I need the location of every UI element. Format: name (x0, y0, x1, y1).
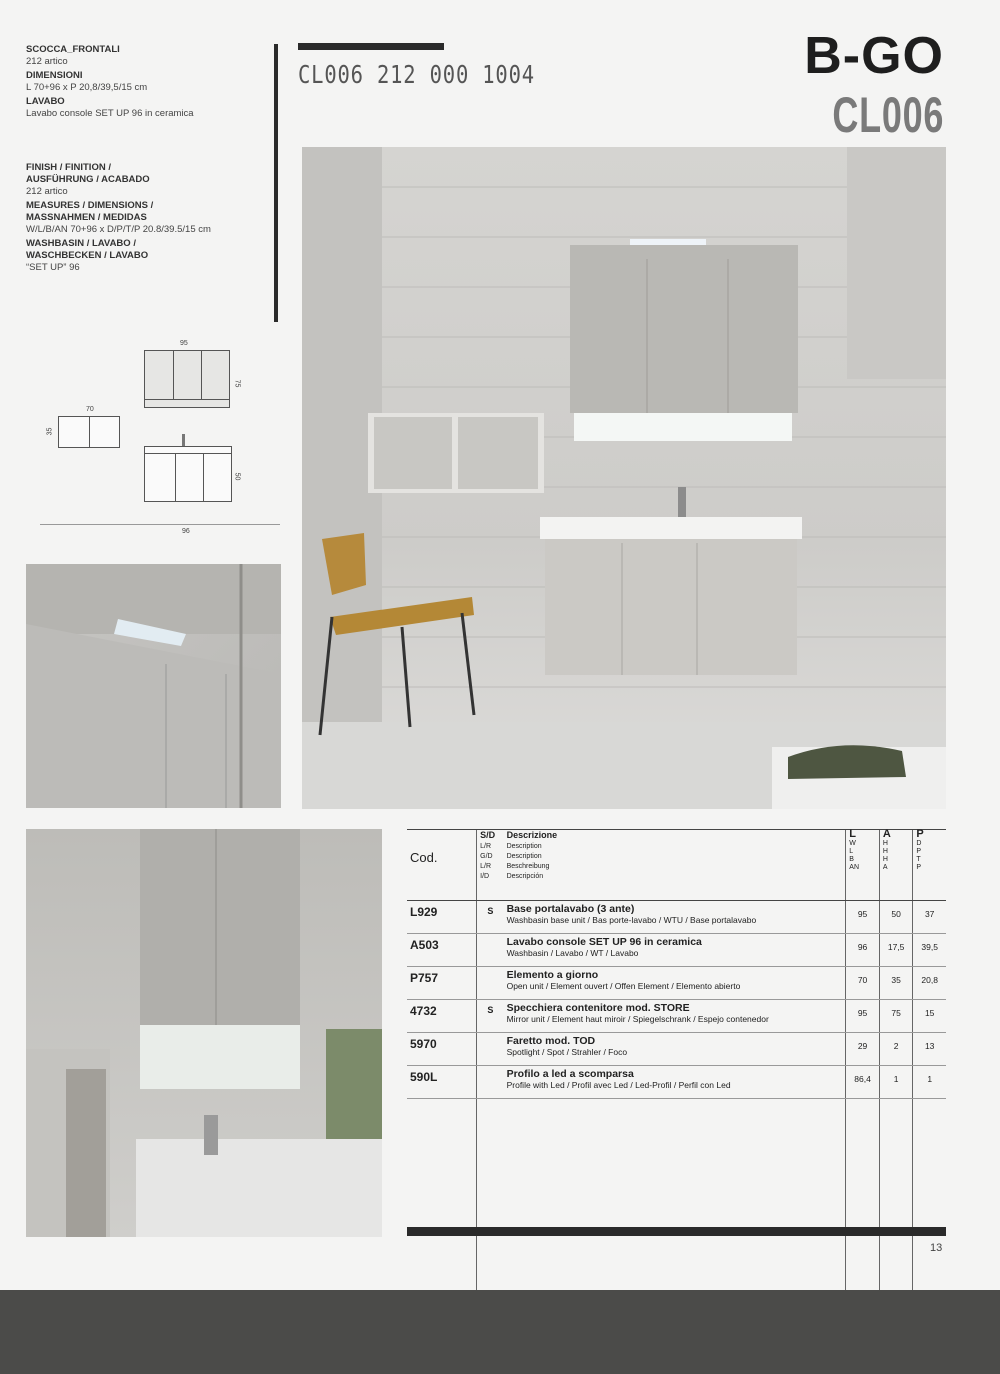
table-row: 5970 Faretto mod. TOD Spotlight / Spot / Strahler / Foco 29 2 13 (407, 1033, 946, 1066)
mirror-light-detail-photo (26, 564, 281, 808)
table-filler-row (407, 1099, 946, 1292)
open-unit-drawing (58, 416, 120, 448)
faucet-drawing (182, 434, 185, 446)
header-bar (298, 43, 444, 50)
product-table (407, 829, 946, 1291)
main-bathroom-photo (302, 147, 946, 809)
finish-label-1: FINISH / FINITION / (26, 162, 111, 173)
col-code-header: Cod. (407, 830, 477, 901)
measures-label-2: MASSNAHMEN / MEDIDAS (26, 212, 147, 223)
dimensioni-label: DIMENSIONI (26, 70, 83, 81)
washbasin-value: “SET UP” 96 (26, 262, 80, 273)
measures-label-1: MEASURES / DIMENSIONS / (26, 200, 154, 211)
finish-value: 212 artico (26, 186, 68, 197)
washbasin-label-2: WASCHBECKEN / LAVABO (26, 250, 149, 261)
base-width-dim: 96 (182, 528, 190, 535)
table-row: P757 Elemento a giorno Open unit / Element ouvert / Offen Element / Elemento abierto 70 35 20,8 (407, 967, 946, 1000)
base-unit-drawing (144, 446, 232, 502)
table-row: 4732 S Specchiera contenitore mod. STORE Mirror unit / Element haut miroir / Spiegelschrank / Espejo contenedor 95 75 15 (407, 1000, 946, 1033)
col-desc-header: Descrizione Description Description Beschreibung Descripción (504, 830, 846, 901)
col-a-header: A H H H A (879, 830, 913, 901)
washbasin-detail-photo (26, 829, 382, 1237)
open-unit-depth-dim: 35 (46, 427, 54, 436)
finish-label-2: AUSFÜHRUNG / ACABADO (26, 174, 150, 185)
scocca-label: SCOCCA_FRONTALI (26, 44, 120, 55)
page-number: 13 (930, 1242, 943, 1254)
col-l-header: L W L B AN (846, 830, 880, 901)
spec-block (26, 44, 266, 276)
footer-bar (407, 1227, 946, 1236)
lavabo-value: Lavabo console SET UP 96 in ceramica (26, 108, 194, 119)
vertical-rule (274, 44, 278, 322)
measures-value: W/L/B/AN 70+96 x D/P/T/P 20.8/39.5/15 cm (26, 224, 211, 235)
brand-title: B-GO (804, 27, 944, 85)
table-row: A503 Lavabo console SET UP 96 in ceramica Washbasin / Lavabo / WT / Lavabo 96 17,5 39,5 (407, 934, 946, 967)
table-row: 590L Profilo a led a scomparsa Profile with Led / Profil avec Led / Led-Profil / Perfil con Led 86,4 1 1 (407, 1066, 946, 1099)
mirror-detail-illustration (26, 564, 281, 808)
mirror-unit-drawing (144, 350, 230, 408)
open-unit-width-dim: 70 (86, 406, 94, 413)
mirror-height-dim: 75 (233, 379, 241, 388)
base-height-dim: 50 (233, 472, 241, 481)
scan-background (0, 1290, 1000, 1374)
dimensioni-value: L 70+96 x P 20,8/39,5/15 cm (26, 82, 148, 93)
col-p-header: P D P T P (913, 830, 946, 901)
lavabo-label: LAVABO (26, 96, 65, 107)
mirror-width-dim: 95 (180, 340, 188, 347)
base-width-line (40, 524, 280, 525)
scocca-value: 212 artico (26, 56, 68, 67)
bathroom-scene-illustration (302, 147, 946, 809)
product-code-title: CL006 212 000 1004 (298, 60, 535, 89)
technical-drawings (40, 338, 280, 543)
washbasin-detail-illustration (26, 829, 382, 1237)
col-sd-header: S/D L/R G/D L/R I/D (477, 830, 504, 901)
model-title: CL006 (832, 87, 944, 143)
washbasin-label-1: WASHBASIN / LAVABO / (26, 238, 136, 249)
table-row: L929 S Base portalavabo (3 ante) Washbasin base unit / Bas porte-lavabo / WTU / Base portalavabo 95 50 37 (407, 901, 946, 934)
